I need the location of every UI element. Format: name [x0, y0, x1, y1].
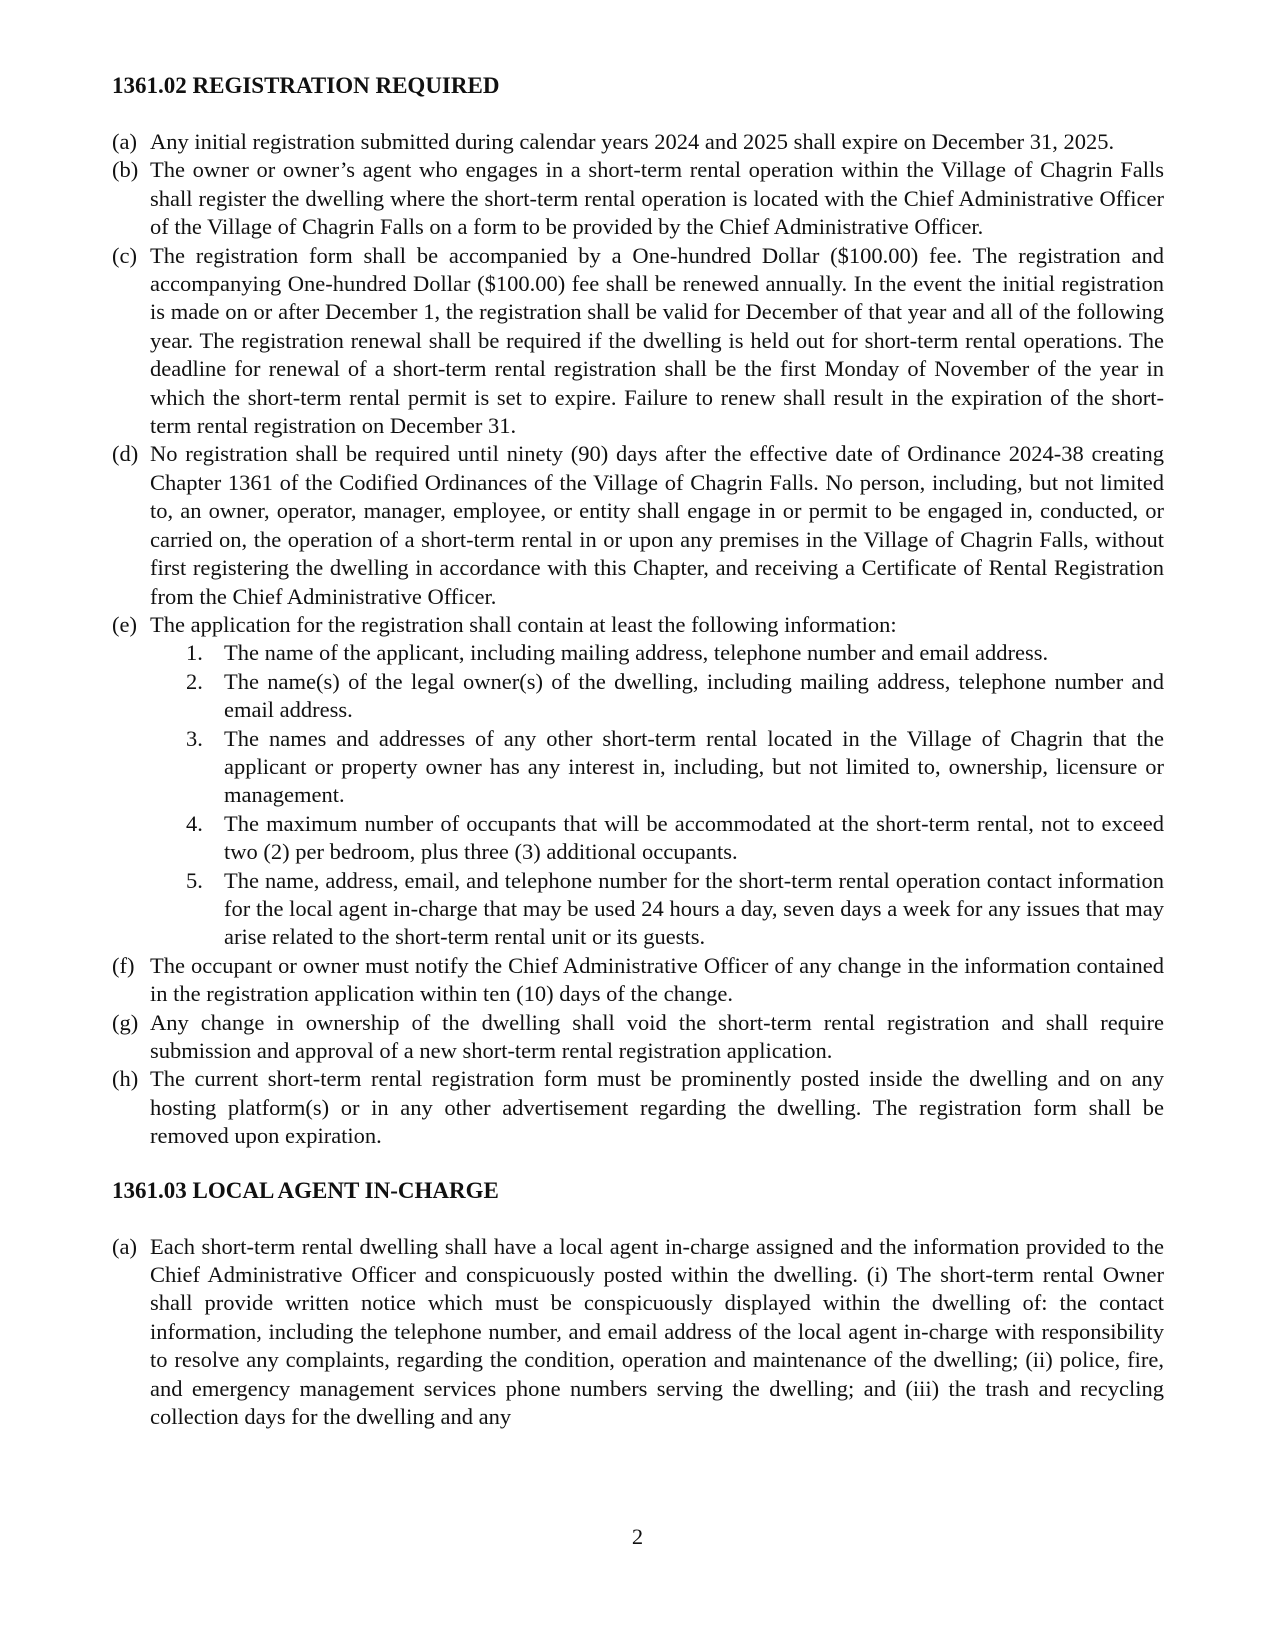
item-marker: (h) [112, 1066, 139, 1092]
section-1361-02-items [112, 128, 1164, 639]
list-item-d [112, 440, 1164, 610]
item-marker: (d) [112, 441, 139, 467]
item-text: Any initial registration submitted during calendar years 2024 and 2025 shall expire on December 31, 2025. [150, 129, 1115, 154]
list-item-c [112, 242, 1164, 441]
item-marker: (a) [112, 129, 137, 154]
item-text: The application for the registration shall contain at least the following information: [150, 611, 897, 637]
item-marker: (g) [112, 1009, 139, 1035]
subitem-text: The name(s) of the legal owner(s) of the dwelling, including mailing address, telephone number and email address. [224, 668, 1164, 723]
application-info-sublist [112, 639, 1164, 951]
subitem-marker: 4. [186, 810, 203, 836]
item-text: Any change in ownership of the dwelling shall void the short-term rental registration and shall require submission and approval of a new short-term rental registration application. [150, 1009, 1164, 1063]
subitem-marker: 1. [186, 640, 203, 666]
subitem-marker: 2. [186, 668, 203, 694]
subitem-text: The name, address, email, and telephone number for the short-term rental operation contact information for the local agent in-charge that may be used 24 hours a day, seven days a week for any issues that may arise related to the short-term rental unit or its guests. [224, 867, 1164, 950]
subitem-text: The names and addresses of any other short-term rental located in the Village of Chagrin that the applicant or property owner has any interest in, including, but not limited to, ownership, licensure or management. [224, 725, 1164, 808]
subitem-marker: 5. [186, 867, 203, 893]
subitem-text: The name of the applicant, including mailing address, telephone number and email address. [224, 640, 1049, 666]
item-marker: (b) [112, 157, 139, 183]
item-text: The owner or owner’s agent who engages in a short-term rental operation within the Village of Chagrin Falls shall register the dwelling where the short-term rental operation is located with the Chief Administrative Officer of the Village of Chagrin Falls on a form to be provided by the Chief Administrative Officer. [150, 157, 1164, 240]
list-item-f [112, 952, 1164, 1009]
item-marker: (f) [112, 952, 135, 978]
subitem-marker: 3. [186, 725, 203, 751]
list-item-a [112, 1233, 1164, 1432]
document-page [112, 72, 1164, 1431]
section-heading-1361-02: 1361.02 REGISTRATION REQUIRED [112, 73, 500, 98]
item-text: Each short-term rental dwelling shall have a local agent in-charge assigned and the information provided to the Chief Administrative Officer and conspicuously posted within the dwelling. (i) The short-term rental Owner shall provide written notice which must be conspicuously displayed within the dwelling of: the contact information, including the telephone number, and email address of the local agent in-charge with responsibility to resolve any complaints, regarding the condition, operation and maintenance of the dwelling; (ii) police, fire, and emergency management services phone numbers serving the dwelling; and (iii) the trash and recycling collection days for the dwelling and any [150, 1233, 1164, 1430]
page-number: 2 [631, 1524, 644, 1549]
list-item-e [112, 611, 1164, 639]
list-item-a [112, 128, 1164, 156]
section-heading-1361-03: 1361.03 LOCAL AGENT IN-CHARGE [112, 1177, 499, 1203]
item-marker: (a) [112, 1233, 137, 1259]
sublist-item-5 [112, 867, 1164, 952]
item-text: No registration shall be required until ninety (90) days after the effective date of Ordinance 2024-38 creating Chapter 1361 of the Codified Ordinances of the Village of Chagrin Falls. No person, including, but not limited to, an owner, operator, manager, employee, or entity shall engage in or permit to be engaged in, conducted, or carried on, the operation of a short-term rental in or upon any premises in the Village of Chagrin Falls, without first registering the dwelling in accordance with this Chapter, and receiving a Certificate of Rental Registration from the Chief Administrative Officer. [150, 441, 1164, 609]
sublist-item-3 [112, 725, 1164, 810]
sublist-item-4 [112, 810, 1164, 867]
list-item-h [112, 1065, 1164, 1150]
section-1361-02-items-continued [112, 952, 1164, 1151]
list-item-b [112, 156, 1164, 241]
sublist-item-2 [112, 668, 1164, 725]
item-text: The current short-term rental registration form must be prominently posted inside the dwelling and on any hosting platform(s) or in any other advertisement regarding the dwelling. The registration form shall be removed upon expiration. [150, 1066, 1164, 1149]
item-marker: (e) [112, 611, 137, 637]
list-item-g [112, 1009, 1164, 1066]
sublist-item-1 [112, 639, 1164, 667]
item-marker: (c) [112, 242, 137, 268]
section-1361-03-items [112, 1233, 1164, 1432]
subitem-text: The maximum number of occupants that will be accommodated at the short-term rental, not to exceed two (2) per bedroom, plus three (3) additional occupants. [224, 810, 1164, 865]
item-text: The occupant or owner must notify the Chief Administrative Officer of any change in the information contained in the registration application within ten (10) days of the change. [150, 952, 1164, 1007]
item-text: The registration form shall be accompanied by a One-hundred Dollar ($100.00) fee. The registration and accompanying One-hundred Dollar ($100.00) fee shall be renewed annually. In the event the initial registration is made on or after December 1, the registration shall be valid for December of that year and all of the following year. The registration renewal shall be required if the dwelling is held out for short-term rental operations. The deadline for renewal of a short-term rental registration shall be the first Monday of November of the year in which the short-term rental permit is set to expire. Failure to renew shall result in the expiration of the short-term rental registration on December 31. [150, 242, 1164, 439]
